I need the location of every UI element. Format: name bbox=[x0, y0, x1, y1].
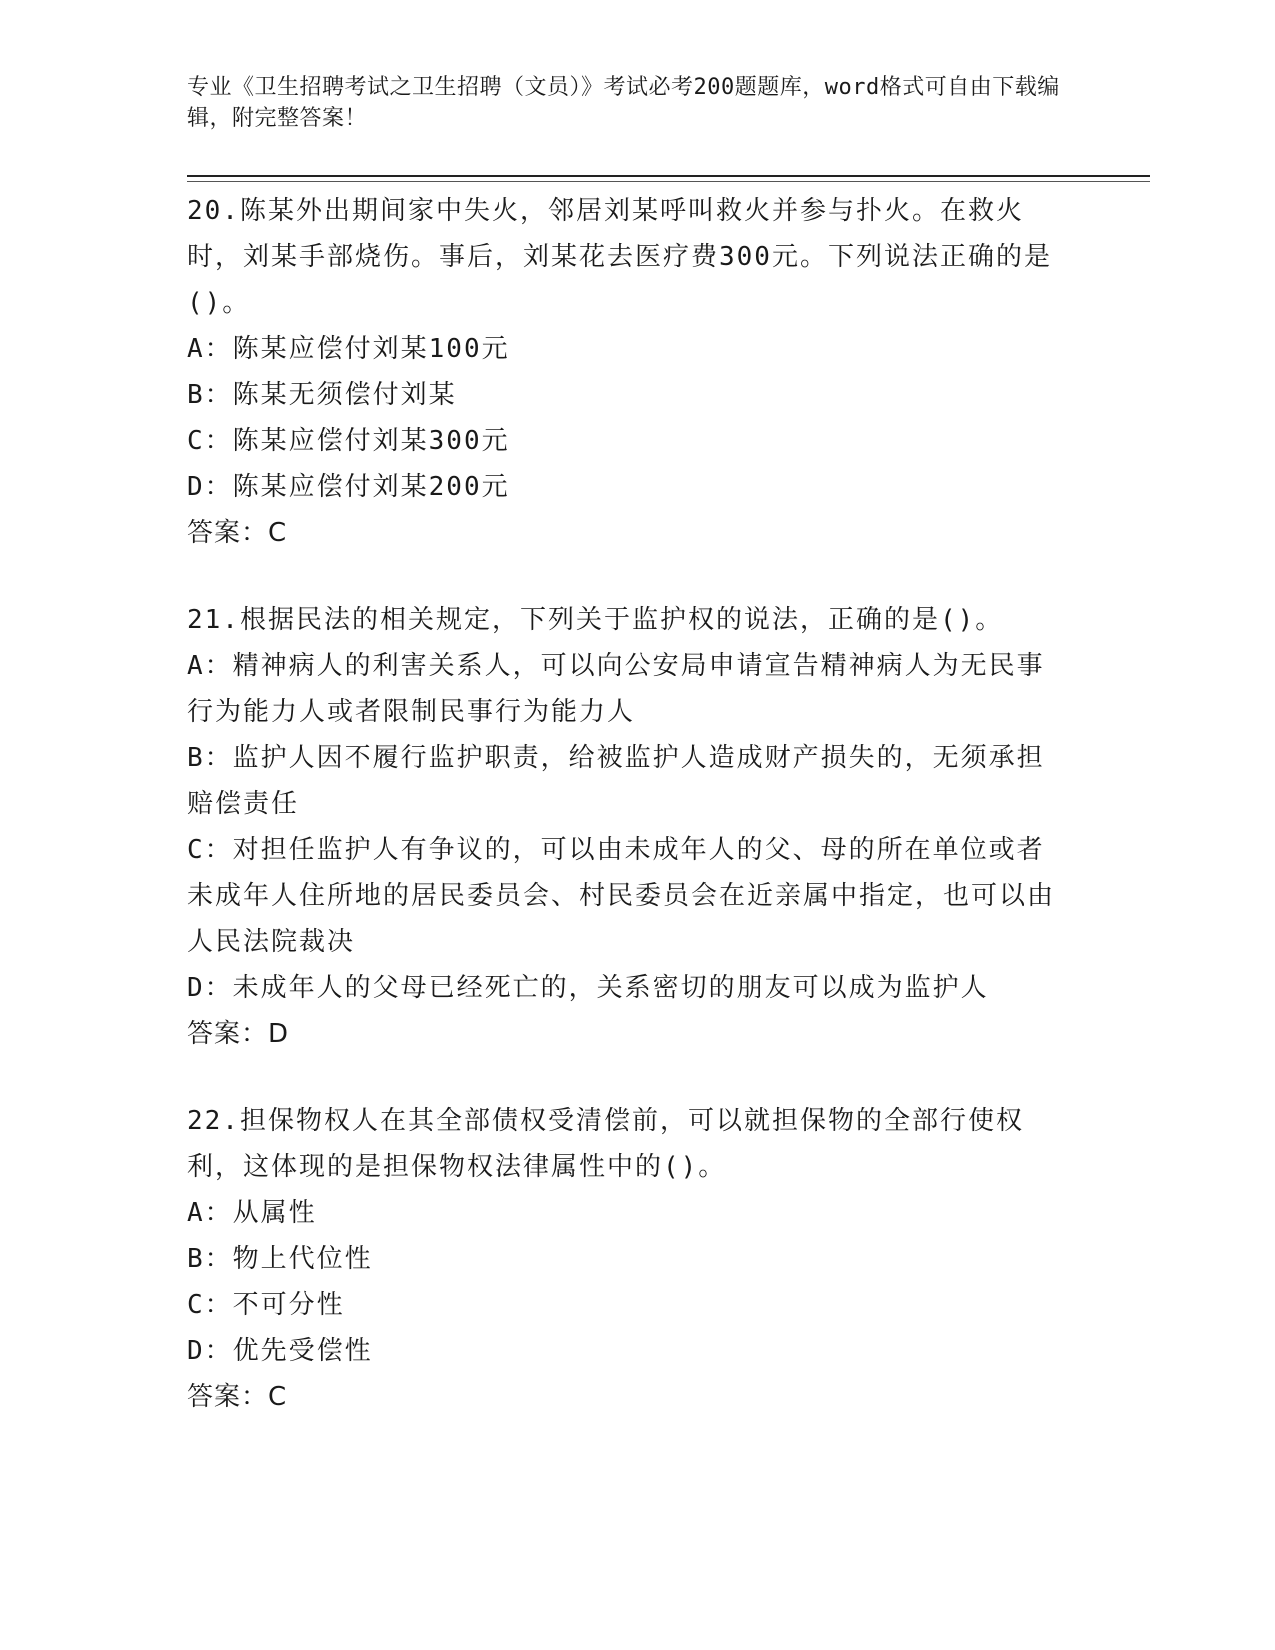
document-header: 专业《卫生招聘考试之卫生招聘（文员）》考试必考200题题库，word格式可自由下载编辑，附完整答案！ bbox=[187, 75, 1060, 131]
option-c: C：不可分性 bbox=[187, 1290, 345, 1320]
option-c: C：陈某应偿付刘某300元 bbox=[187, 426, 510, 456]
question-stem: 20.陈某外出期间家中失火，邻居刘某呼叫救火并参与扑火。在救火时，刘某手部烧伤。事后，刘某花去医疗费300元。下列说法正确的是()。 bbox=[187, 196, 1052, 318]
option-c: C：对担任监护人有争议的，可以由未成年人的父、母的所在单位或者未成年人住所地的居民委员会、村民委员会在近亲属中指定，也可以由人民法院裁决 bbox=[187, 835, 1056, 957]
header-divider-thick bbox=[187, 175, 1150, 177]
option-b: B：陈某无须偿付刘某 bbox=[187, 380, 457, 410]
answer: 答案：C bbox=[187, 1382, 288, 1412]
answer: 答案：D bbox=[187, 1019, 290, 1049]
option-d: D：优先受偿性 bbox=[187, 1336, 373, 1366]
question-stem: 22.担保物权人在其全部债权受清偿前，可以就担保物的全部行使权利，这体现的是担保物权法律属性中的()。 bbox=[187, 1106, 1024, 1182]
option-d: D：陈某应偿付刘某200元 bbox=[187, 472, 510, 502]
question-21 bbox=[187, 597, 1072, 1057]
option-d: D：未成年人的父母已经死亡的，关系密切的朋友可以成为监护人 bbox=[187, 973, 989, 1003]
question-stem: 21.根据民法的相关规定，下列关于监护权的说法，正确的是()。 bbox=[187, 605, 1004, 635]
option-b: B：监护人因不履行监护职责，给被监护人造成财产损失的，无须承担赔偿责任 bbox=[187, 743, 1045, 819]
question-22 bbox=[187, 1098, 1072, 1420]
option-a: A：从属性 bbox=[187, 1198, 317, 1228]
question-20 bbox=[187, 188, 1072, 556]
answer: 答案：C bbox=[187, 518, 288, 548]
option-a: A：陈某应偿付刘某100元 bbox=[187, 334, 510, 364]
header-divider-thin bbox=[187, 181, 1150, 182]
option-a: A：精神病人的利害关系人，可以向公安局申请宣告精神病人为无民事行为能力人或者限制民事行为能力人 bbox=[187, 651, 1045, 727]
option-b: B：物上代位性 bbox=[187, 1244, 373, 1274]
